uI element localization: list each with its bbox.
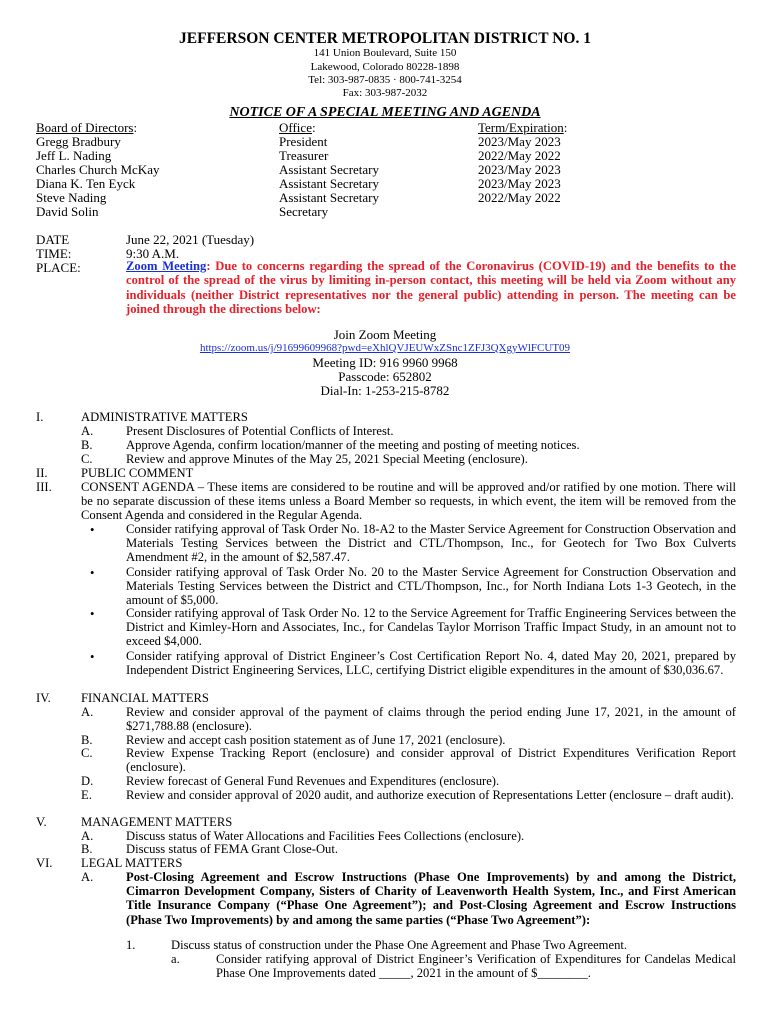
board-member-office: Assistant Secretary	[279, 190, 380, 205]
section-number: VI.	[36, 856, 53, 870]
item-letter: A.	[81, 829, 94, 843]
address-line-2: Lakewood, Colorado 80228-1898	[310, 61, 460, 73]
zoom-meeting-link[interactable]: Zoom Meeting	[126, 259, 207, 273]
board-member-office: President	[279, 134, 328, 149]
board-header-directors-text: Board of Directors	[36, 120, 134, 135]
board-member-term: 2022/May 2022	[478, 190, 561, 205]
item-text: Review and approve Minutes of the May 25, 2021 Special Meeting (enclosure).	[126, 452, 528, 466]
item-text: Approve Agenda, confirm location/manner of the meeting and posting of meeting notices.	[126, 438, 580, 452]
dial-in: Dial-In: 1-253-215-8782	[320, 383, 450, 398]
item-letter: B.	[81, 438, 93, 452]
section-title: PUBLIC COMMENT	[81, 466, 194, 480]
item-letter: E.	[81, 788, 92, 802]
board-member-name: Jeff L. Nading	[36, 148, 112, 163]
board-member-name: Charles Church McKay	[36, 162, 160, 177]
bullet-marker: •	[90, 607, 95, 621]
item-text: Review forecast of General Fund Revenues and Expenditures (enclosure).	[126, 774, 500, 788]
board-header-directors	[36, 121, 137, 134]
passcode: Passcode: 652802	[338, 369, 432, 384]
board-member-office: Assistant Secretary	[279, 176, 380, 191]
section-number: III.	[36, 480, 52, 494]
bullet-marker: •	[90, 566, 95, 580]
section-title: FINANCIAL MATTERS	[81, 691, 209, 705]
consent-agenda-text: CONSENT AGENDA – These items are considered to be routine and will be approved and/or ratified by one motion. There will be no separate discussion of these items unless a Board Member so requests, in which event, the item will be removed from the Consent Agenda and considered in the Regular Agenda.	[81, 480, 736, 523]
item-text: Review Expense Tracking Report (enclosure) and consider approval of District Expenditures Verification Report (enclosure).	[126, 746, 736, 775]
board-member-name: Diana K. Ten Eyck	[36, 176, 136, 191]
district-title: JEFFERSON CENTER METROPOLITAN DISTRICT NO. 1	[179, 30, 591, 47]
board-member-office: Secretary	[279, 204, 329, 219]
board-member-term: 2023/May 2023	[478, 134, 561, 149]
board-header-term	[478, 121, 567, 134]
consent-item: Consider ratifying approval of Task Order No. 18-A2 to the Master Service Agreement for Construction Observation and Materials Testing Services between the District and CTL/Thompson, Inc., for Geotech for Two Box Culverts Amendment #2, in the amount of $2,587.47.	[126, 522, 736, 565]
item-letter: C.	[81, 452, 93, 466]
item-letter: B.	[81, 842, 93, 856]
phone-line: Tel: 303-987-0835 · 800-741-3254	[308, 74, 462, 86]
section-number: I.	[36, 410, 44, 424]
consent-item: Consider ratifying approval of Task Order No. 12 to the Service Agreement for Traffic Engineering Services between the District and Kimley-Horn and Associates, Inc., for Candelas Taylor Morrison Traffic Impact Study, in an amount not to exceed $4,000.	[126, 606, 736, 649]
item-text: Discuss status of FEMA Grant Close-Out.	[126, 842, 338, 856]
place-description	[126, 259, 736, 317]
meeting-id: Meeting ID: 916 9960 9968	[312, 355, 458, 370]
subitem-number: 1.	[126, 938, 136, 952]
date-value: June 22, 2021 (Tuesday)	[126, 232, 255, 247]
item-letter: A.	[81, 870, 94, 884]
board-header-directors-colon: :	[133, 120, 138, 135]
time-value: 9:30 A.M.	[126, 246, 180, 261]
zoom-url-link[interactable]: https://zoom.us/j/91699609968?pwd=eXhlQVJEUWxZSnc1ZFJ3QXgyWlFCUT09	[199, 342, 571, 354]
item-text: Review and consider approval of 2020 audit, and authorize execution of Representations Letter (enclosure – draft audit).	[126, 788, 734, 802]
item-letter: A.	[81, 705, 94, 719]
board-member-term: 2022/May 2022	[478, 148, 561, 163]
section-title: LEGAL MATTERS	[81, 856, 183, 870]
board-header-term-text: Term/Expiration	[478, 120, 564, 135]
bullet-marker: •	[90, 523, 95, 537]
join-zoom-label: Join Zoom Meeting	[333, 327, 437, 342]
board-member-term: 2023/May 2023	[478, 162, 561, 177]
item-letter: B.	[81, 733, 93, 747]
section-number: II.	[36, 466, 48, 480]
bullet-marker: •	[90, 650, 95, 664]
board-header-office-colon: :	[311, 120, 316, 135]
fax-line: Fax: 303-987-2032	[342, 87, 428, 99]
item-text: Present Disclosures of Potential Conflicts of Interest.	[126, 424, 394, 438]
subitem-a-text: Consider ratifying approval of District Engineer’s Verification of Expenditures for Candelas Medical Phase One Improvements dated _____, 2021 in the amount of $________.	[216, 952, 736, 981]
section-title: MANAGEMENT MATTERS	[81, 815, 233, 829]
address-line-1: 141 Union Boulevard, Suite 150	[313, 47, 457, 59]
board-header-office-text: Office	[279, 120, 312, 135]
board-header-office	[279, 121, 316, 134]
consent-item: Consider ratifying approval of Task Order No. 20 to the Master Service Agreement for Construction Observation and Materials Testing Services between the District and CTL/Thompson, Inc., for North Indiana Lots 1-3 Geotech, in the amount of $5,000.	[126, 565, 736, 608]
board-member-office: Treasurer	[279, 148, 329, 163]
subitem-letter: a.	[171, 952, 180, 966]
item-text: Review and accept cash position statement as of June 17, 2021 (enclosure).	[126, 733, 506, 747]
board-header-term-colon: :	[563, 120, 568, 135]
time-label: TIME:	[36, 246, 72, 261]
consent-item: Consider ratifying approval of District Engineer’s Cost Certification Report No. 4, dated May 20, 2021, prepared by Independent District Engineering Services, LLC, certifying District eligible expenditures in the amount of $30,036.67.	[126, 649, 736, 678]
board-member-name: Steve Nading	[36, 190, 107, 205]
place-notice-text: : Due to concerns regarding the spread of the Coronavirus (COVID-19) and the benefits to the control of the spread of the virus by limiting in-person contact, this meeting will be held via Zoom without any individuals (neither District representatives nor the general public) attending in person. The meeting can be joined through the directions below:	[126, 259, 736, 317]
item-text: Review and consider approval of the payment of claims through the period ending June 17, 2021, in the amount of $271,788.88 (enclosure).	[126, 705, 736, 734]
section-title: ADMINISTRATIVE MATTERS	[81, 410, 248, 424]
board-member-name: David Solin	[36, 204, 99, 219]
item-letter: C.	[81, 746, 93, 760]
notice-title: NOTICE OF A SPECIAL MEETING AND AGENDA	[229, 105, 541, 120]
place-label: PLACE:	[36, 260, 81, 275]
date-label: DATE	[36, 232, 70, 247]
section-number: IV.	[36, 691, 51, 705]
item-letter: D.	[81, 774, 94, 788]
board-member-office: Assistant Secretary	[279, 162, 380, 177]
section-number: V.	[36, 815, 47, 829]
subitem-text: Discuss status of construction under the Phase One Agreement and Phase Two Agreement.	[171, 938, 628, 952]
board-member-name: Gregg Bradbury	[36, 134, 121, 149]
item-text: Discuss status of Water Allocations and Facilities Fees Collections (enclosure).	[126, 829, 525, 843]
legal-item-a-text: Post-Closing Agreement and Escrow Instructions (Phase One Improvements) by and among the District, Cimarron Development Company, Sisters of Charity of Leavenworth Health System, Inc., and First American Title Insurance Company (“Phase One Agreement”); and Post-Closing Agreement and Escrow Instructions (Phase Two Improvements) by and among the same parties (“Phase Two Agreement”):	[126, 870, 736, 927]
item-letter: A.	[81, 424, 94, 438]
board-member-term: 2023/May 2023	[478, 176, 561, 191]
